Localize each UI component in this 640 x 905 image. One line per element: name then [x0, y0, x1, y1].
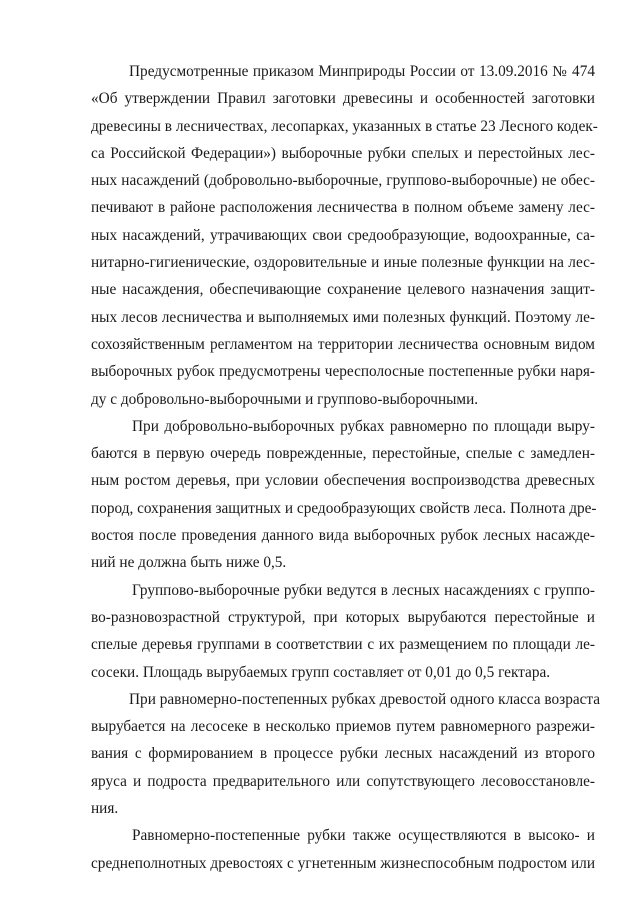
text-line: востоя после проведения данного вида выборочных рубок лесных насажде-: [91, 527, 595, 545]
text-line: во-разновозрастной структурой, при которых вырубаются перестойные и: [91, 608, 595, 626]
text-line: печивают в районе расположения лесничества в полном объеме замену лес-: [91, 199, 595, 217]
text-line: Равномерно-постепенные рубки также осуществляются в высоко- и: [132, 827, 595, 845]
text-line: ния.: [91, 800, 119, 818]
text-line: ным ростом деревья, при условии обеспечения воспроизводства древесных: [91, 472, 595, 490]
text-line: сосеки. Площадь вырубаемых групп составляет от 0,01 до 0,5 гектара.: [91, 663, 551, 681]
text-line: яруса и подроста предварительного или сопутствующего лесовосстановле-: [91, 772, 595, 790]
text-line: ных лесов лесничества и выполняемых ими полезных функций. Поэтому ле-: [91, 308, 595, 326]
paragraph-5: [91, 822, 595, 877]
text-line: сохозяйственным регламентом на территории лесничества основным видом: [91, 335, 595, 353]
document-body: [91, 58, 601, 877]
text-line: ных насаждений, утрачивающих свои средообразующие, водоохранные, са-: [91, 226, 595, 244]
paragraph-4: [91, 686, 601, 822]
text-line: «Об утверждении Правил заготовки древесины и особенностей заготовки: [91, 90, 595, 108]
text-line: ных насаждений (добровольно-выборочные, группово-выборочные) не обес-: [91, 172, 595, 190]
text-line: ду с добровольно-выборочными и группово-выборочными.: [91, 390, 479, 408]
text-line: пород, сохранения защитных и средообразующих свойств леса. Полнота дре-: [91, 499, 597, 517]
text-line: При добровольно-выборочных рубках равномерно по площади выру-: [132, 417, 595, 435]
text-line: ний не должна быть ниже 0,5.: [91, 554, 287, 572]
text-line: Предусмотренные приказом Минприроды России от 13.09.2016 № 474: [129, 63, 595, 80]
text-line: Группово-выборочные рубки ведутся в лесных насаждениях с группо-: [132, 581, 595, 599]
text-line: выборочных рубок предусмотрены чересполосные постепенные рубки наря-: [91, 363, 595, 381]
text-line: са Российской Федерации») выборочные рубки спелых и перестойных лес-: [91, 144, 595, 162]
text-line: древесины в лесничествах, лесопарках, указанных в статье 23 Лесного кодек-: [91, 117, 598, 135]
text-line: нитарно-гигиенические, оздоровительные и иные полезные функции на лес-: [91, 254, 595, 272]
paragraph-2: [91, 413, 595, 577]
text-line: При равномерно-постепенных рубках древостой одного класса возраста: [129, 690, 601, 708]
paragraph-1: [91, 58, 598, 413]
text-line: вырубается на лесосеке в несколько приемов путем равномерного разрежи-: [91, 718, 595, 736]
text-line: спелые деревья группами в соответствии с их размещением по площади ле-: [91, 636, 595, 654]
text-line: баются в первую очередь поврежденные, перестойные, спелые с замедлен-: [91, 445, 595, 463]
text-line: ные насаждения, обеспечивающие сохранение целевого назначения защит-: [91, 281, 595, 299]
text-line: среднеполнотных древостоях с угнетенным жизнеспособным подростом или: [91, 854, 595, 872]
paragraph-3: [91, 577, 595, 686]
text-line: вания с формированием в процессе рубки лесных насаждений из второго: [91, 745, 595, 763]
